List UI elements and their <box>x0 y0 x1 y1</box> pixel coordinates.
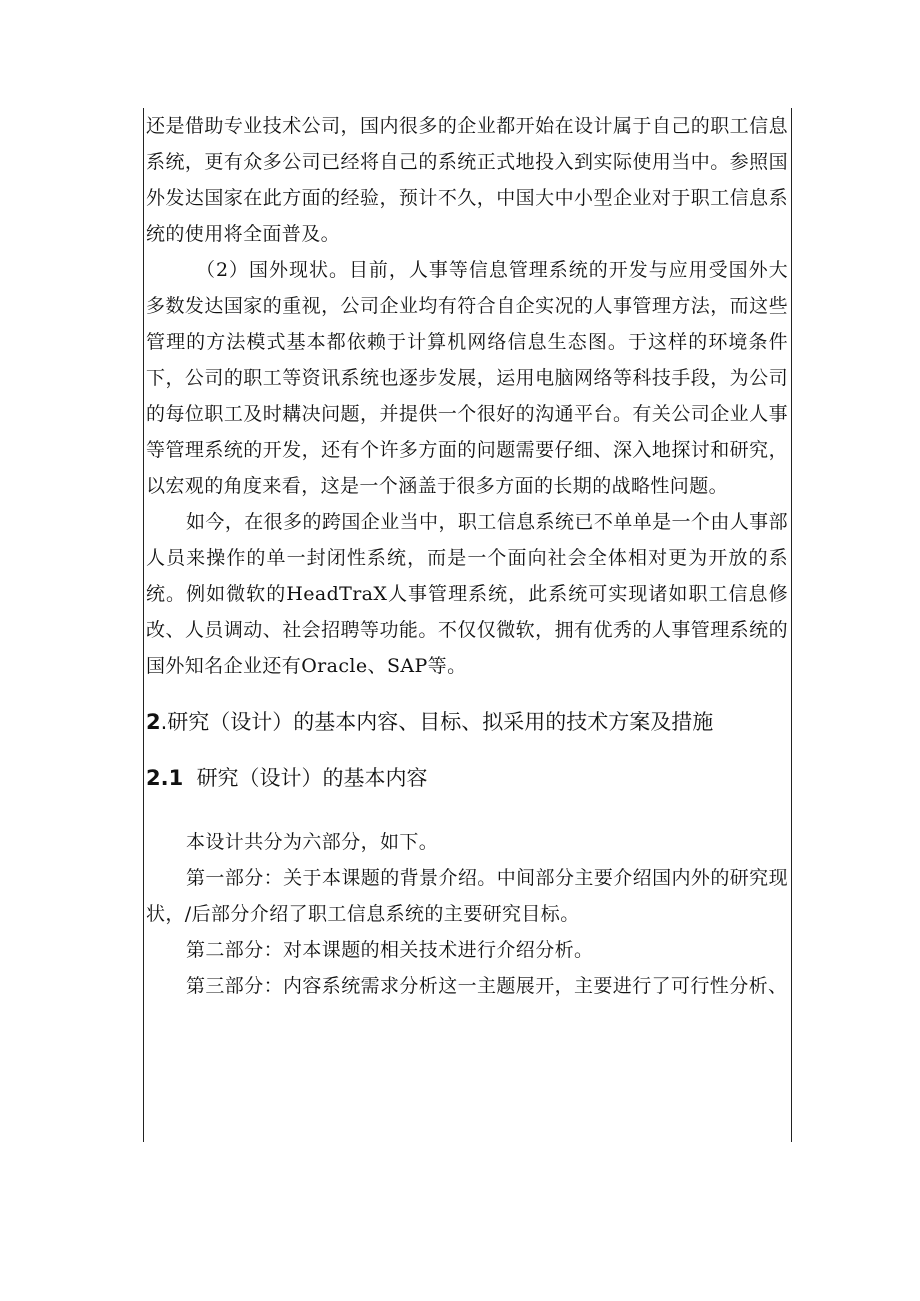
section-title: .研究（设计）的基本内容、目标、拟采用的技术方案及措施 <box>160 710 714 734</box>
subsection-number: 2.1 <box>146 766 184 790</box>
paragraph-overview: 本设计共分为六部分，如下。 <box>186 831 439 853</box>
document-body <box>146 108 788 1004</box>
spacer <box>146 796 788 824</box>
paragraph-multinational: 如今，在很多的跨国企业当中，职工信息系统已不单单是一个由人事部人员来操作的单一封闭性系统，而是一个面向社会全体相对更为开放的系统。例如微软的HeadTraX人事管理系统，此系统可实现诸如职工信息修改、人员调动、社会招聘等功能。不仅仅微软，拥有优秀的人事管理系统的国外知名企业还有Oracle、SAP等。 <box>146 511 788 677</box>
subsection-title: 研究（设计）的基本内容 <box>196 766 428 790</box>
paragraph-part-three: 第三部分：内容系统需求分析这一主题展开，主要进行了可行性分析、 <box>186 975 788 997</box>
section-number: 2 <box>146 710 161 734</box>
section-heading-2-1 <box>146 760 788 796</box>
paragraph-part-one: 第一部分：关于本课题的背景介绍。中间部分主要介绍国内外的研究现状，/后部分介绍了职工信息系统的主要研究目标。 <box>146 867 788 925</box>
paragraph-foreign-status: （2）国外现状。目前，人事等信息管理系统的开发与应用受国外大多数发达国家的重视，公司企业均有符合自企实况的人事管理方法，而这些管理的方法模式基本都依赖于计算机网络信息生态图。于这样的环境条件下，公司的职工等资讯系统也逐步发展，运用电脑网络等科技手段，为公司的每位职工及时耩决问题，并提供一个很好的沟通平台。有关公司企业人事等管理系统的开发，还有个许多方面的问题需要仔细、深入地探讨和研究，以宏观的角度来看，这是一个涵盖于很多方面的长期的战略性问题。 <box>146 259 788 497</box>
paragraph-continuation: 还是借助专业技术公司，国内很多的企业都开始在设计属于自己的职工信息系统，更有众多公司已经将自己的系统正式地投入到实际使用当中。参照国外发达国家在此方面的经验，预计不久，中国大中小型企业对于职工信息系统的使用将全面普及。 <box>146 115 788 245</box>
section-heading-2 <box>146 704 788 740</box>
paragraph-part-two: 第二部分：对本课题的相关技术进行介绍分析。 <box>186 939 594 961</box>
